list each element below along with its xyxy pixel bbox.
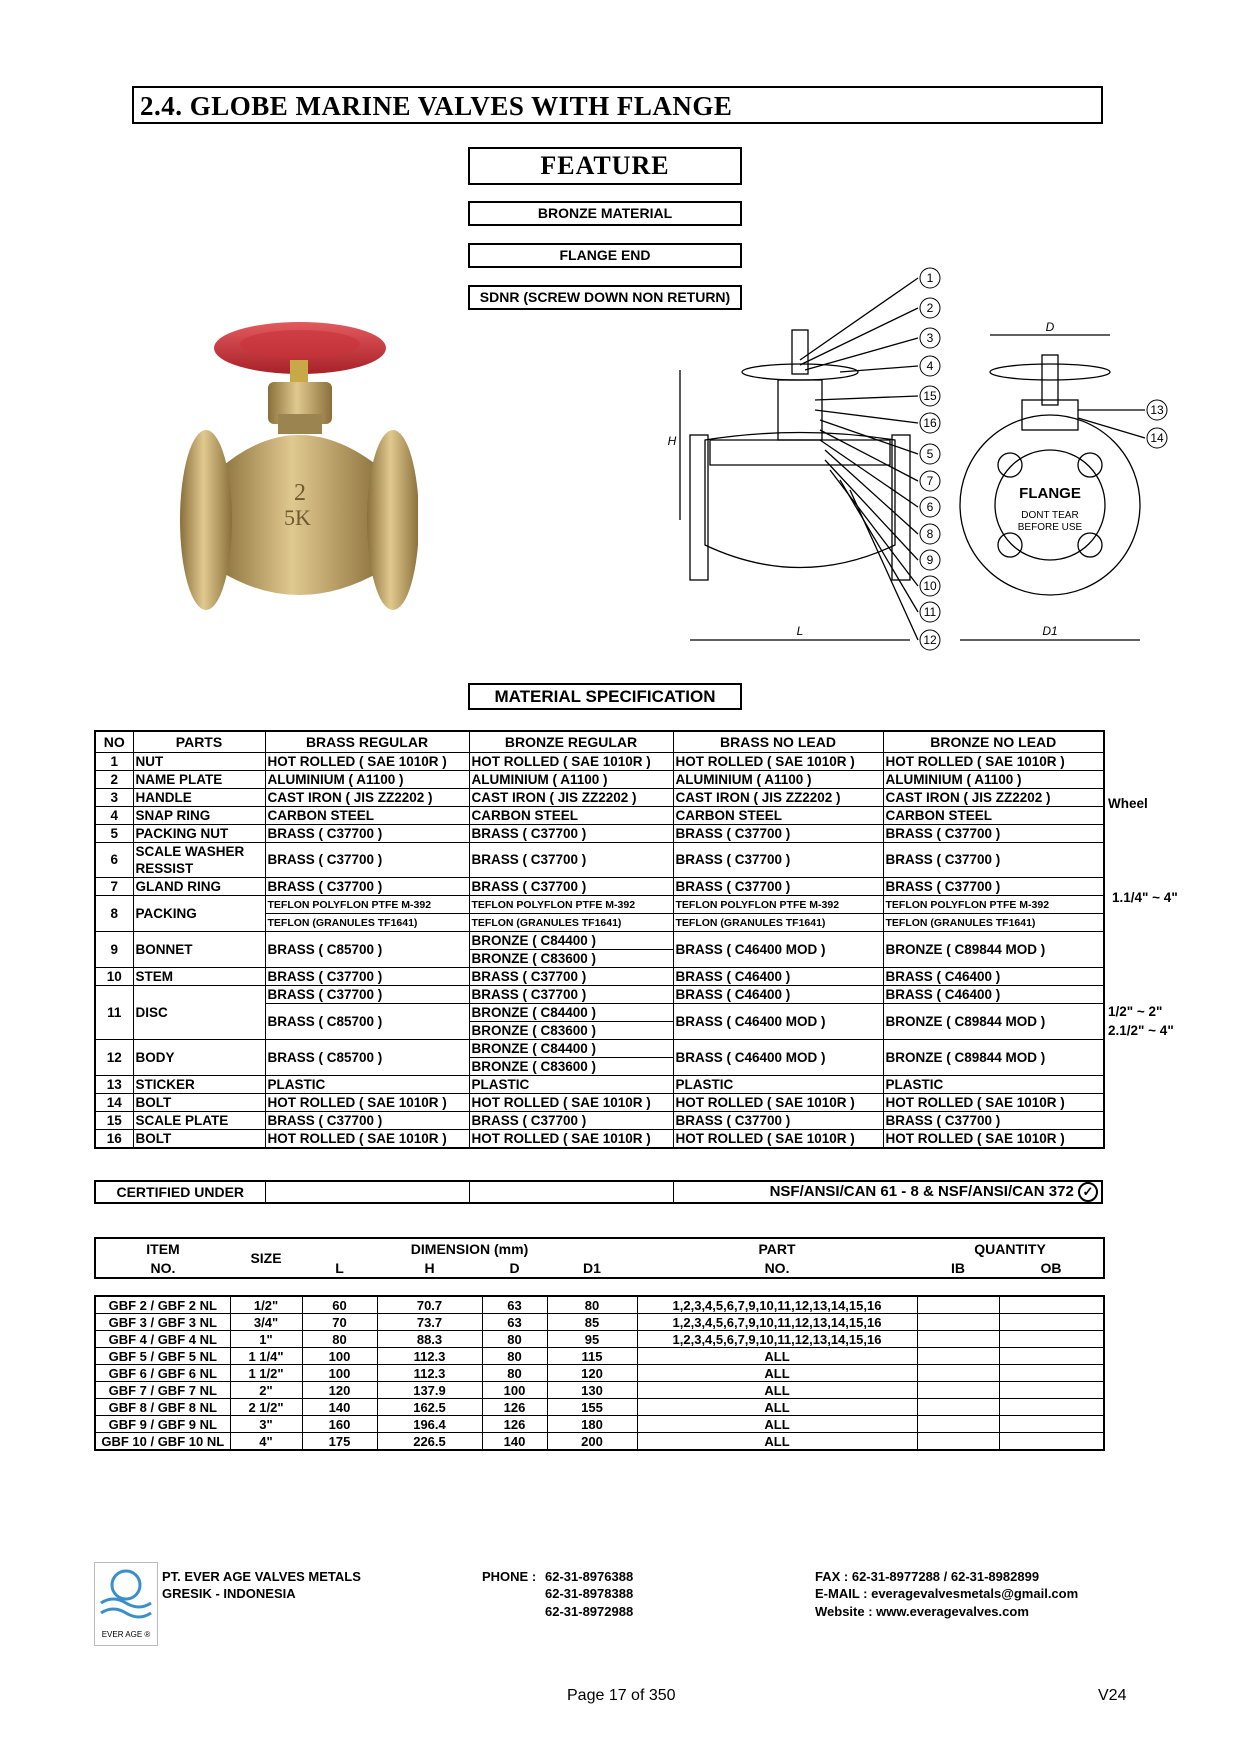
cell-h: 70.7 xyxy=(377,1296,482,1314)
cell-l: 175 xyxy=(302,1433,377,1451)
table-row xyxy=(95,986,1104,1004)
callout-label: 7 xyxy=(926,474,934,488)
fax: FAX : 62-31-8977288 / 62-31-8982899 xyxy=(815,1569,1040,1584)
certified-value: NSF/ANSI/CAN 61 - 8 & NSF/ANSI/CAN 372 xyxy=(769,1183,1074,1200)
cell: HOT ROLLED ( SAE 1010R ) xyxy=(673,753,883,771)
cell-part: ALL xyxy=(637,1382,917,1399)
col-header: NO. xyxy=(764,1259,790,1276)
cell-no: 8 xyxy=(95,896,133,932)
material-spec-heading: MATERIAL SPECIFICATION xyxy=(468,683,742,710)
cell-size: 2 1/2" xyxy=(230,1399,302,1416)
cell-no: 7 xyxy=(95,878,133,896)
cell-d1: 85 xyxy=(547,1314,637,1331)
cell: BRASS ( C37700 ) xyxy=(469,968,673,986)
flange-label: FLANGE xyxy=(1019,485,1081,502)
cell: BRONZE ( C89844 MOD ) xyxy=(883,1004,1104,1040)
cell-size: 3" xyxy=(230,1416,302,1433)
cell: BRASS ( C37700 ) xyxy=(673,825,883,843)
cell-ib xyxy=(917,1296,999,1314)
cell-d: 126 xyxy=(482,1399,547,1416)
cell-part: BODY xyxy=(133,1040,265,1076)
col-header: PART xyxy=(758,1240,796,1257)
cell: BRONZE ( C83600 ) xyxy=(469,1058,673,1076)
callout-label: 3 xyxy=(926,331,934,345)
table-row xyxy=(95,1112,1104,1130)
cell-d1: 130 xyxy=(547,1382,637,1399)
cell: HOT ROLLED ( SAE 1010R ) xyxy=(469,1130,673,1149)
cell-ob xyxy=(999,1348,1104,1365)
col-header: BRONZE NO LEAD xyxy=(883,731,1104,753)
cell-d: 140 xyxy=(482,1433,547,1451)
cell-ob xyxy=(999,1296,1104,1314)
cell: BRASS ( C85700 ) xyxy=(265,1040,469,1076)
certified-value-cell xyxy=(673,1181,1102,1203)
col-header: BRASS NO LEAD xyxy=(673,731,883,753)
cell: HOT ROLLED ( SAE 1010R ) xyxy=(469,753,673,771)
cell: ALUMINIUM ( A1100 ) xyxy=(469,771,673,789)
side-note-wheel: Wheel xyxy=(1108,796,1148,811)
cell-d: 80 xyxy=(482,1331,547,1348)
certified-label: CERTIFIED UNDER xyxy=(95,1181,265,1203)
phone-number: 62-31-8976388 xyxy=(545,1569,634,1584)
cell: BRASS ( C37700 ) xyxy=(469,825,673,843)
cell-part: ALL xyxy=(637,1433,917,1451)
cell: BRASS ( C85700 ) xyxy=(265,1004,469,1040)
cert-empty-cell xyxy=(469,1181,673,1203)
cell: CAST IRON ( JIS ZZ2202 ) xyxy=(469,789,673,807)
cell-ib xyxy=(917,1314,999,1331)
cell: BRASS ( C46400 MOD ) xyxy=(673,1004,883,1040)
cell-ob xyxy=(999,1365,1104,1382)
cell: PLASTIC xyxy=(673,1076,883,1094)
cell-size: 3/4" xyxy=(230,1314,302,1331)
technical-drawing xyxy=(650,260,1190,660)
cell-ib xyxy=(917,1416,999,1433)
cell-no: 5 xyxy=(95,825,133,843)
table-row xyxy=(95,1433,1104,1451)
cell-no: 11 xyxy=(95,986,133,1040)
cell: BRASS ( C37700 ) xyxy=(883,843,1104,878)
cell: BRASS ( C37700 ) xyxy=(883,1112,1104,1130)
cell-part: NUT xyxy=(133,753,265,771)
tag-text: BEFORE USE xyxy=(1017,522,1083,533)
cell: BRASS ( C37700 ) xyxy=(265,1112,469,1130)
dimension-header xyxy=(94,1237,1105,1279)
table-row xyxy=(95,878,1104,896)
table-row xyxy=(95,1399,1104,1416)
cell-no: 2 xyxy=(95,771,133,789)
cell: CARBON STEEL xyxy=(673,807,883,825)
cell-l: 160 xyxy=(302,1416,377,1433)
table-row xyxy=(95,1076,1104,1094)
cell-part: NAME PLATE xyxy=(133,771,265,789)
cell-part: SCALE PLATE xyxy=(133,1112,265,1130)
col-header: BRONZE REGULAR xyxy=(469,731,673,753)
cert-empty-cell xyxy=(265,1181,469,1203)
feature-item: FLANGE END xyxy=(468,243,742,268)
cell-h: 88.3 xyxy=(377,1331,482,1348)
dim-label-l: L xyxy=(796,624,804,638)
company-logo xyxy=(94,1562,158,1646)
company-name: PT. EVER AGE VALVES METALS xyxy=(162,1569,361,1584)
cell-ib xyxy=(917,1348,999,1365)
callout-label: 1 xyxy=(926,271,934,285)
callout-label: 10 xyxy=(923,579,937,593)
table-row xyxy=(95,968,1104,986)
cell-part: BONNET xyxy=(133,932,265,968)
cell-h: 112.3 xyxy=(377,1365,482,1382)
cell-item: GBF 3 / GBF 3 NL xyxy=(95,1314,230,1331)
callout-label: 14 xyxy=(1150,431,1164,445)
cell-ib xyxy=(917,1365,999,1382)
table-row xyxy=(95,1296,1104,1314)
email: E-MAIL : everagevalvesmetals@gmail.com xyxy=(815,1586,1079,1601)
cell-no: 15 xyxy=(95,1112,133,1130)
cell: TEFLON (GRANULES TF1641) xyxy=(673,914,883,932)
cell-part: PACKING xyxy=(133,896,265,932)
cell-no: 6 xyxy=(95,843,133,878)
table-row xyxy=(95,1331,1104,1348)
cell-part: STICKER xyxy=(133,1076,265,1094)
cell: CAST IRON ( JIS ZZ2202 ) xyxy=(883,789,1104,807)
version-label: V24 xyxy=(1098,1687,1127,1704)
cell-h: 226.5 xyxy=(377,1433,482,1451)
cell-item: GBF 4 / GBF 4 NL xyxy=(95,1331,230,1348)
cell: HOT ROLLED ( SAE 1010R ) xyxy=(469,1094,673,1112)
col-header: NO. xyxy=(150,1259,176,1276)
cell: HOT ROLLED ( SAE 1010R ) xyxy=(265,1094,469,1112)
cell: HOT ROLLED ( SAE 1010R ) xyxy=(673,1094,883,1112)
cell-ob xyxy=(999,1416,1104,1433)
website: Website : www.everagevalves.com xyxy=(815,1604,1029,1619)
feature-heading: FEATURE xyxy=(468,147,742,185)
side-note-size: 1.1/4" ~ 4" xyxy=(1112,890,1178,905)
cell: BRASS ( C37700 ) xyxy=(265,825,469,843)
cell-l: 60 xyxy=(302,1296,377,1314)
table-row xyxy=(95,896,1104,914)
cell-ob xyxy=(999,1433,1104,1451)
certification-table xyxy=(94,1180,1103,1204)
cell: BRASS ( C46400 ) xyxy=(883,986,1104,1004)
cell: BRASS ( C37700 ) xyxy=(469,878,673,896)
col-header: SIZE xyxy=(250,1250,282,1266)
cell-part: 1,2,3,4,5,6,7,9,10,11,12,13,14,15,16 xyxy=(637,1296,917,1314)
cell-d: 80 xyxy=(482,1348,547,1365)
cell-part: HANDLE xyxy=(133,789,265,807)
cell: HOT ROLLED ( SAE 1010R ) xyxy=(673,1130,883,1149)
page-number: Page 17 of 350 xyxy=(567,1687,676,1704)
cell-part: GLAND RING xyxy=(133,878,265,896)
callout-label: 8 xyxy=(926,527,934,541)
dim-label-h: H xyxy=(667,434,677,448)
callout-group xyxy=(920,268,1167,650)
feature-item: SDNR (SCREW DOWN NON RETURN) xyxy=(468,285,742,310)
cell: PLASTIC xyxy=(883,1076,1104,1094)
cell-size: 1/2" xyxy=(230,1296,302,1314)
cell-d1: 115 xyxy=(547,1348,637,1365)
cell-part: DISC xyxy=(133,986,265,1040)
cell-d1: 95 xyxy=(547,1331,637,1348)
cell-d: 100 xyxy=(482,1382,547,1399)
cell-d: 126 xyxy=(482,1416,547,1433)
cell-ob xyxy=(999,1382,1104,1399)
cell-part: PACKING NUT xyxy=(133,825,265,843)
cell-d: 63 xyxy=(482,1296,547,1314)
col-header: D xyxy=(509,1259,520,1276)
cell-item: GBF 5 / GBF 5 NL xyxy=(95,1348,230,1365)
table-row xyxy=(95,1382,1104,1399)
cell-size: 1 1/2" xyxy=(230,1365,302,1382)
cell-l: 80 xyxy=(302,1331,377,1348)
dimension-table xyxy=(94,1295,1105,1451)
callout-label: 12 xyxy=(923,633,937,647)
cell-h: 162.5 xyxy=(377,1399,482,1416)
table-row xyxy=(95,1130,1104,1149)
cell-ob xyxy=(999,1399,1104,1416)
cell-no: 9 xyxy=(95,932,133,968)
col-header: IB xyxy=(951,1259,966,1276)
flange-right xyxy=(367,430,418,610)
table-row xyxy=(95,1040,1104,1058)
cell-no: 12 xyxy=(95,1040,133,1076)
cell: TEFLON POLYFLON PTFE M-392 xyxy=(673,896,883,914)
cell-no: 16 xyxy=(95,1130,133,1149)
cell-ob xyxy=(999,1314,1104,1331)
col-header: D1 xyxy=(583,1259,601,1276)
cell-h: 196.4 xyxy=(377,1416,482,1433)
company-city: GRESIK - INDONESIA xyxy=(162,1586,296,1601)
phone-label: PHONE : xyxy=(482,1569,537,1584)
cell-no: 10 xyxy=(95,968,133,986)
cell-d: 63 xyxy=(482,1314,547,1331)
cell-l: 100 xyxy=(302,1365,377,1382)
cell: HOT ROLLED ( SAE 1010R ) xyxy=(883,1094,1104,1112)
cell-no: 3 xyxy=(95,789,133,807)
cell: PLASTIC xyxy=(265,1076,469,1094)
cell: BRONZE ( C89844 MOD ) xyxy=(883,932,1104,968)
cell: BRASS ( C46400 MOD ) xyxy=(673,932,883,968)
cell-part: ALL xyxy=(637,1416,917,1433)
dim-label-d1: D1 xyxy=(1042,624,1058,638)
material-spec-table xyxy=(94,730,1105,1149)
side-note-size: 1/2" ~ 2" xyxy=(1108,1004,1163,1019)
cell: ALUMINIUM ( A1100 ) xyxy=(673,771,883,789)
cell: BRASS ( C37700 ) xyxy=(265,986,469,1004)
cell-d1: 180 xyxy=(547,1416,637,1433)
cell-no: 14 xyxy=(95,1094,133,1112)
cell-ib xyxy=(917,1399,999,1416)
cell: CAST IRON ( JIS ZZ2202 ) xyxy=(673,789,883,807)
cell: BRONZE ( C84400 ) xyxy=(469,932,673,950)
cell-ib xyxy=(917,1433,999,1451)
table-row xyxy=(95,1416,1104,1433)
cell: TEFLON POLYFLON PTFE M-392 xyxy=(883,896,1104,914)
cell: BRASS ( C37700 ) xyxy=(673,1112,883,1130)
cell-part: STEM xyxy=(133,968,265,986)
cell-part: ALL xyxy=(637,1365,917,1382)
cell-ob xyxy=(999,1331,1104,1348)
col-header: BRASS REGULAR xyxy=(265,731,469,753)
cell-item: GBF 8 / GBF 8 NL xyxy=(95,1399,230,1416)
casting-mark-rating: 5K xyxy=(284,505,311,530)
callout-label: 6 xyxy=(926,500,934,514)
cell-l: 140 xyxy=(302,1399,377,1416)
cell-h: 112.3 xyxy=(377,1348,482,1365)
logo-text: EVER AGE ® xyxy=(101,1630,151,1639)
cell: BRONZE ( C89844 MOD ) xyxy=(883,1040,1104,1076)
cell: BRASS ( C46400 ) xyxy=(673,968,883,986)
dim-label-d: D xyxy=(1045,320,1055,334)
cell: HOT ROLLED ( SAE 1010R ) xyxy=(883,753,1104,771)
flange-left xyxy=(180,430,232,610)
cell-ib xyxy=(917,1382,999,1399)
casting-mark-size: 2 xyxy=(294,480,306,506)
cell: BRASS ( C46400 ) xyxy=(673,986,883,1004)
cell: BRASS ( C37700 ) xyxy=(469,986,673,1004)
cell: TEFLON (GRANULES TF1641) xyxy=(469,914,673,932)
table-row xyxy=(95,843,1104,861)
cell-l: 100 xyxy=(302,1348,377,1365)
table-row xyxy=(95,1094,1104,1112)
table-row xyxy=(95,825,1104,843)
cell-part: 1,2,3,4,5,6,7,9,10,11,12,13,14,15,16 xyxy=(637,1314,917,1331)
callout-label: 13 xyxy=(1150,403,1164,417)
table-row xyxy=(95,771,1104,789)
cell: CAST IRON ( JIS ZZ2202 ) xyxy=(265,789,469,807)
col-header: NO xyxy=(95,731,133,753)
cell-item: GBF 10 / GBF 10 NL xyxy=(95,1433,230,1451)
cell-d1: 120 xyxy=(547,1365,637,1382)
cell: BRONZE ( C84400 ) xyxy=(469,1004,673,1022)
cell-no: 13 xyxy=(95,1076,133,1094)
cell: BRONZE ( C83600 ) xyxy=(469,950,673,968)
cell-item: GBF 7 / GBF 7 NL xyxy=(95,1382,230,1399)
tag-text: DONT TEAR xyxy=(1021,510,1079,521)
check-badge-icon: ✓ xyxy=(1078,1182,1098,1202)
callout-label: 2 xyxy=(926,301,934,315)
cell-no: 4 xyxy=(95,807,133,825)
table-row xyxy=(95,753,1104,771)
cell-part: BOLT xyxy=(133,1130,265,1149)
cell: BRASS ( C85700 ) xyxy=(265,932,469,968)
cell: BRASS ( C37700 ) xyxy=(265,843,469,878)
cell-d: 80 xyxy=(482,1365,547,1382)
cell-d1: 200 xyxy=(547,1433,637,1451)
cell: ALUMINIUM ( A1100 ) xyxy=(883,771,1104,789)
col-header: H xyxy=(424,1259,435,1276)
table-header-row xyxy=(95,731,1104,753)
phone-number: 62-31-8978388 xyxy=(545,1586,634,1601)
cell: BRASS ( C46400 MOD ) xyxy=(673,1040,883,1076)
cell: CARBON STEEL xyxy=(469,807,673,825)
cell-size: 2" xyxy=(230,1382,302,1399)
feature-item: BRONZE MATERIAL xyxy=(468,201,742,226)
cell: BRONZE ( C83600 ) xyxy=(469,1022,673,1040)
cell: CARBON STEEL xyxy=(265,807,469,825)
callout-label: 11 xyxy=(923,605,937,619)
cell-d1: 80 xyxy=(547,1296,637,1314)
cell: BRASS ( C37700 ) xyxy=(469,843,673,878)
cell: BRASS ( C46400 ) xyxy=(883,968,1104,986)
cell-item: GBF 9 / GBF 9 NL xyxy=(95,1416,230,1433)
cell-part: SNAP RING xyxy=(133,807,265,825)
cell-item: GBF 2 / GBF 2 NL xyxy=(95,1296,230,1314)
cell-d1: 155 xyxy=(547,1399,637,1416)
cell: BRASS ( C37700 ) xyxy=(883,825,1104,843)
cell-part: 1,2,3,4,5,6,7,9,10,11,12,13,14,15,16 xyxy=(637,1331,917,1348)
col-header: QUANTITY xyxy=(974,1240,1046,1257)
wave-logo-icon xyxy=(95,1563,157,1625)
cell: CARBON STEEL xyxy=(883,807,1104,825)
cell-l: 70 xyxy=(302,1314,377,1331)
cell-size: 4" xyxy=(230,1433,302,1451)
cell: BRASS ( C37700 ) xyxy=(883,878,1104,896)
col-header: L xyxy=(335,1259,344,1276)
cell: BRASS ( C37700 ) xyxy=(265,968,469,986)
cell-part: RESSIST xyxy=(133,860,265,878)
cell: TEFLON (GRANULES TF1641) xyxy=(883,914,1104,932)
table-row xyxy=(95,1314,1104,1331)
valve-photo xyxy=(178,320,418,625)
callout-label: 9 xyxy=(926,553,934,567)
cell: TEFLON POLYFLON PTFE M-392 xyxy=(265,896,469,914)
cell-size: 1" xyxy=(230,1331,302,1348)
cell-part: SCALE WASHER xyxy=(133,843,265,861)
cell-h: 137.9 xyxy=(377,1382,482,1399)
cell-h: 73.7 xyxy=(377,1314,482,1331)
callout-label: 5 xyxy=(926,447,934,461)
cell: BRASS ( C37700 ) xyxy=(469,1112,673,1130)
page-title: 2.4. GLOBE MARINE VALVES WITH FLANGE xyxy=(140,91,733,121)
cell-item: GBF 6 / GBF 6 NL xyxy=(95,1365,230,1382)
col-header: OB xyxy=(1040,1259,1062,1276)
cell-size: 1 1/4" xyxy=(230,1348,302,1365)
cell-part: ALL xyxy=(637,1348,917,1365)
callout-label: 4 xyxy=(926,359,934,373)
cell: BRASS ( C37700 ) xyxy=(265,878,469,896)
cell: BRONZE ( C84400 ) xyxy=(469,1040,673,1058)
col-header: ITEM xyxy=(146,1240,180,1257)
callout-label: 15 xyxy=(923,389,937,403)
cell: PLASTIC xyxy=(469,1076,673,1094)
table-row xyxy=(95,1365,1104,1382)
cell-no: 1 xyxy=(95,753,133,771)
cell: BRASS ( C37700 ) xyxy=(673,878,883,896)
phone-number: 62-31-8972988 xyxy=(545,1604,634,1619)
page-title-box xyxy=(132,86,1103,124)
cell-part: BOLT xyxy=(133,1094,265,1112)
table-row xyxy=(95,807,1104,825)
cell: HOT ROLLED ( SAE 1010R ) xyxy=(265,1130,469,1149)
callout-label: 16 xyxy=(923,416,937,430)
side-note-size: 2.1/2" ~ 4" xyxy=(1108,1023,1174,1038)
cell-ib xyxy=(917,1331,999,1348)
cell-part: ALL xyxy=(637,1399,917,1416)
col-header: DIMENSION (mm) xyxy=(410,1240,529,1257)
cell-l: 120 xyxy=(302,1382,377,1399)
col-header: PARTS xyxy=(133,731,265,753)
cell: HOT ROLLED ( SAE 1010R ) xyxy=(883,1130,1104,1149)
cell: HOT ROLLED ( SAE 1010R ) xyxy=(265,753,469,771)
cell: TEFLON POLYFLON PTFE M-392 xyxy=(469,896,673,914)
cell: ALUMINIUM ( A1100 ) xyxy=(265,771,469,789)
cell: TEFLON (GRANULES TF1641) xyxy=(265,914,469,932)
table-row xyxy=(95,1348,1104,1365)
cell: BRASS ( C37700 ) xyxy=(673,843,883,878)
table-row xyxy=(95,932,1104,950)
table-row xyxy=(95,789,1104,807)
